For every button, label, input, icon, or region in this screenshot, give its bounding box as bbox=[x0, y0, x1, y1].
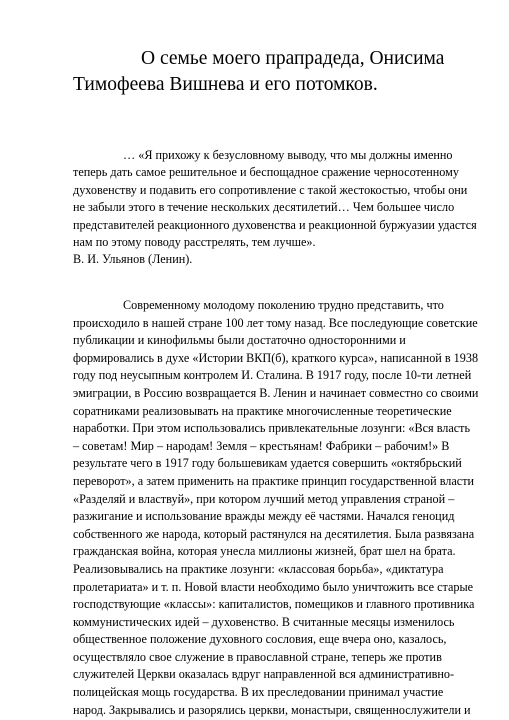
body-line: осуществляло свое служение в православной стране, теперь же против bbox=[73, 649, 442, 664]
epigraph-last-line bbox=[73, 234, 493, 269]
body-line: служителей Церкви оказалась вдруг направленной вся административно- bbox=[73, 667, 455, 682]
epigraph-line: нам по этому поводу расстрелять, тем лучше». bbox=[73, 235, 316, 250]
body-line: «Разделяй и властвуй», при котором лучший метод управления страной – bbox=[73, 491, 455, 506]
body-line: собственного же народа, который растянулся на десятилетия. Была развязана bbox=[73, 526, 475, 541]
body-line: господствующие «классы»: капиталистов, помещиков и главного противника bbox=[73, 597, 475, 612]
epigraph-author: В. И. Ульянов (Ленин). bbox=[73, 252, 193, 267]
epigraph-line: не забыли этого в течение нескольких десятилетий… Чем большее число bbox=[73, 200, 455, 215]
title-line: Тимофеева Вишнева и его потомков. bbox=[73, 74, 378, 95]
body-line: эмиграции, в Россию возвращается В. Ленин и начинает совместно со своими bbox=[73, 385, 479, 400]
body-line: полицейская мощь государства. В их преследовании принимал участие bbox=[73, 685, 444, 700]
body-line: разжигание и использование вражды между её частями. Начался геноцид bbox=[73, 509, 455, 524]
epigraph-line: духовенству и подавить его сопротивление с такой жестокостью, чтобы они bbox=[73, 182, 468, 197]
body-line: происходило в нашей стране 100 лет тому назад. Все последующие советские bbox=[73, 315, 478, 330]
body-line: формировались в духе «Истории ВКП(б), краткого курса», написанной в 1938 bbox=[73, 350, 479, 365]
body-line: соратниками реализовывать на практике многочисленные теоретические bbox=[73, 403, 452, 418]
body-line: общественное положение духовного сословия, еще вчера оно, казалось, bbox=[73, 632, 447, 647]
body-line: результате чего в 1917 году большевикам удается совершить «октябрьский bbox=[73, 456, 462, 471]
body-paragraph bbox=[73, 297, 493, 719]
body-line: Современному молодому поколению трудно представить, что bbox=[123, 298, 444, 312]
epigraph-line: … «Я прихожу к безусловному выводу, что мы должны именно bbox=[123, 148, 453, 162]
epigraph-line: теперь дать самое решительное и беспощадное сражение черносотенному bbox=[73, 165, 459, 180]
body-line: пролетариата» и т. п. Новой власти необходимо было уничтожить все старые bbox=[73, 579, 474, 594]
body-line: народ. Закрывались и разорялись церкви, монастыри, священнослужители и bbox=[73, 702, 471, 717]
body-line: коммунистических идей – духовенство. В считанные месяцы изменилось bbox=[73, 614, 455, 629]
epigraph bbox=[73, 147, 493, 269]
body-line: переворот», а затем применить на практике принцип государственной власти bbox=[73, 473, 475, 488]
body-line: – советам! Мир – народам! Земля – крестьянам! Фабрики – рабочим!» В bbox=[73, 438, 450, 453]
epigraph-line: представителей реакционного духовенства и реакционной буржуазии удастся bbox=[73, 217, 477, 232]
body-line: публикации и кинофильмы были достаточно односторонними и bbox=[73, 333, 406, 348]
title-line: О семье моего прапрадеда, Онисима bbox=[141, 48, 445, 69]
body-line: наработки. При этом использовались привлекательные лозунги: «Вся власть bbox=[73, 421, 471, 436]
document-title bbox=[73, 46, 473, 98]
body-line: Реализовывались на практике лозунги: «классовая борьба», «диктатура bbox=[73, 561, 444, 576]
body-line: гражданская война, которая унесла миллионы жизней, брат шел на брата. bbox=[73, 544, 456, 559]
body-line: году под неусыпным контролем И. Сталина. В 1917 году, после 10-ти летней bbox=[73, 368, 472, 383]
